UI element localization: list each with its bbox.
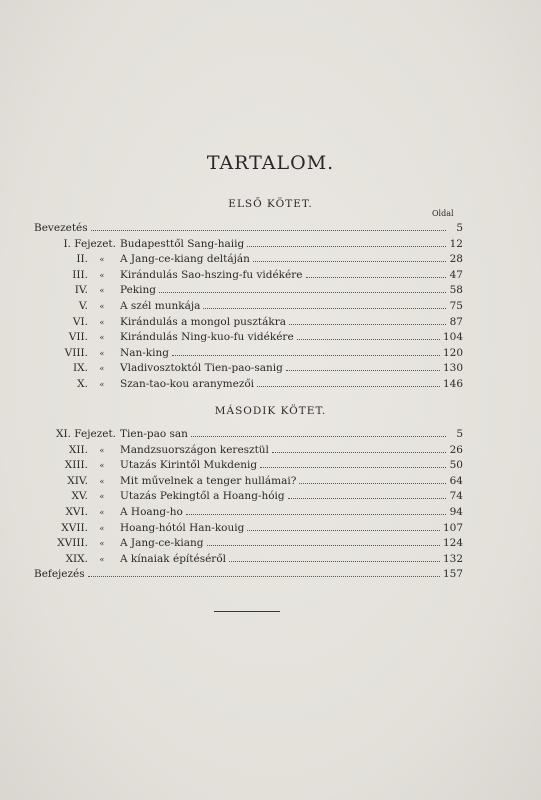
toc-row	[34, 489, 463, 505]
toc-row	[34, 361, 463, 377]
toc-row	[34, 552, 463, 568]
dot-leader	[286, 361, 440, 371]
toc-page-number: 58	[449, 284, 463, 297]
chapter-number: VII.	[68, 331, 88, 344]
dot-leader	[297, 330, 440, 340]
dot-leader	[257, 377, 440, 387]
toc-page-number: 104	[442, 331, 463, 344]
toc-row	[34, 458, 463, 474]
chapter-number: XV.	[71, 490, 88, 503]
dot-leader	[88, 567, 440, 577]
volume-1-heading: ELSŐ KÖTET.	[228, 198, 313, 210]
dot-leader	[253, 252, 446, 262]
dot-leader	[272, 443, 446, 453]
dot-leader	[91, 221, 446, 231]
chapter-number: XIX.	[65, 552, 88, 565]
dot-leader	[288, 489, 446, 499]
dot-leader	[203, 299, 446, 309]
ditto-mark: «	[99, 255, 105, 265]
toc-label: Kirándulás Sao-hszing-fu vidékére	[120, 268, 303, 281]
chapter-number: IV.	[74, 284, 88, 297]
dot-leader	[289, 315, 446, 325]
ditto-mark: «	[99, 348, 105, 358]
volume-2-toc	[34, 427, 463, 583]
toc-row	[34, 315, 463, 331]
chapter-number: XIV.	[67, 474, 88, 487]
toc-page-number: 74	[449, 490, 463, 503]
chapter-number: IX.	[73, 362, 88, 375]
dot-leader	[159, 283, 446, 293]
dot-leader	[247, 521, 440, 531]
chapter-number: II.	[76, 253, 88, 266]
ditto-mark: «	[99, 270, 105, 280]
chapter-number: VI.	[72, 315, 88, 328]
ditto-mark: «	[99, 539, 105, 549]
ditto-mark: «	[99, 523, 105, 533]
dot-leader	[306, 268, 447, 278]
toc-label: Budapesttől Sang-haiig	[120, 237, 245, 250]
chapter-number: XVIII.	[57, 537, 88, 550]
toc-label: Vladivosztoktól Tien-pao-sanig	[120, 362, 283, 375]
toc-row	[34, 521, 463, 537]
toc-label: Kirándulás Ning-kuo-fu vidékére	[120, 331, 294, 344]
ditto-mark: «	[99, 492, 105, 502]
ditto-mark: «	[99, 364, 105, 374]
dot-leader	[229, 552, 440, 562]
chapter-number: X.	[77, 377, 88, 390]
toc-row	[34, 377, 463, 393]
ditto-mark: «	[99, 507, 105, 517]
toc-row	[34, 268, 463, 284]
toc-label: Utazás Pekingtől a Hoang-hóig	[120, 490, 285, 503]
toc-row-preface	[34, 221, 463, 237]
toc-label: Mandzsuországon keresztül	[120, 443, 269, 456]
ditto-mark: «	[99, 317, 105, 327]
toc-page-number: 124	[442, 537, 463, 550]
volume-1-toc	[34, 221, 463, 393]
toc-row	[34, 299, 463, 315]
ditto-mark: «	[99, 379, 105, 389]
toc-page-number: 64	[449, 474, 463, 487]
toc-page-number: 12	[449, 237, 463, 250]
toc-row-epilogue	[34, 567, 463, 583]
dot-leader	[172, 346, 440, 356]
toc-row	[34, 237, 463, 253]
toc-label: Tien-pao san	[120, 428, 188, 440]
toc-label: Utazás Kirintől Mukdenig	[120, 459, 258, 472]
ditto-mark: «	[99, 476, 105, 486]
ditto-mark: «	[99, 333, 105, 343]
chapter-number: XI. Fejezet.	[56, 428, 116, 440]
toc-row	[34, 283, 463, 299]
ditto-mark: «	[99, 301, 105, 311]
toc-label: Bevezetés	[34, 222, 88, 234]
toc-page-number: 120	[442, 346, 463, 359]
ditto-mark: «	[99, 554, 105, 564]
toc-row	[34, 536, 463, 552]
dot-leader	[191, 427, 446, 437]
ditto-mark: «	[99, 286, 105, 296]
toc-page-number: 87	[449, 315, 463, 328]
dot-leader	[207, 536, 440, 546]
toc-row	[34, 330, 463, 346]
toc-row	[34, 505, 463, 521]
toc-label: Kirándulás a mongol pusztákra	[120, 315, 286, 328]
toc-label: Mit művelnek a tenger hullámai?	[120, 474, 297, 487]
toc-label: A Jang-ce-kiang	[120, 537, 204, 550]
page-column-label: Oldal	[432, 209, 454, 218]
toc-page-number: 146	[442, 377, 463, 390]
toc-label: A Hoang-ho	[120, 505, 183, 518]
dot-leader	[247, 237, 446, 247]
closing-rule	[214, 611, 280, 612]
toc-row	[34, 427, 463, 443]
dot-leader	[299, 474, 446, 484]
volume-2-heading: MÁSODIK KÖTET.	[214, 405, 327, 417]
toc-page-number: 157	[442, 568, 463, 581]
chapter-number: V.	[78, 299, 88, 312]
toc-row	[34, 346, 463, 362]
toc-label: Szan-tao-kou aranymezői	[120, 377, 255, 390]
toc-page-number: 28	[449, 253, 463, 266]
toc-label: A szél munkája	[120, 299, 201, 312]
chapter-number: XIII.	[64, 459, 88, 472]
toc-page-number: 132	[442, 552, 463, 565]
toc-page-number: 94	[449, 505, 463, 518]
toc-page-number: 5	[456, 222, 463, 234]
chapter-number: XVI.	[65, 505, 88, 518]
dot-leader	[186, 505, 446, 515]
page-title: TARTALOM.	[206, 152, 335, 174]
toc-page-number: 5	[456, 428, 463, 440]
toc-page-number: 130	[442, 362, 463, 375]
toc-row	[34, 252, 463, 268]
ditto-mark: «	[99, 445, 105, 455]
chapter-number: XVII.	[61, 521, 88, 534]
toc-label: Nan-king	[120, 346, 169, 359]
chapter-number: XII.	[68, 443, 88, 456]
ditto-mark: «	[99, 461, 105, 471]
dot-leader	[260, 458, 446, 468]
chapter-number: I. Fejezet.	[63, 237, 116, 250]
toc-row	[34, 443, 463, 459]
toc-page-number: 75	[449, 299, 463, 312]
toc-page-number: 26	[449, 443, 463, 456]
toc-label: A Jang-ce-kiang deltáján	[120, 253, 250, 266]
toc-label: A kínaiak építéséről	[120, 552, 227, 565]
toc-label: Hoang-hótól Han-kouig	[120, 521, 245, 534]
toc-page-number: 107	[442, 521, 463, 534]
toc-row	[34, 474, 463, 490]
toc-page-number: 50	[449, 459, 463, 472]
chapter-number: III.	[72, 268, 88, 281]
toc-page-number: 47	[449, 268, 463, 281]
toc-label: Peking	[120, 284, 157, 297]
toc-label: Befejezés	[34, 568, 85, 581]
chapter-number: VIII.	[64, 346, 88, 359]
